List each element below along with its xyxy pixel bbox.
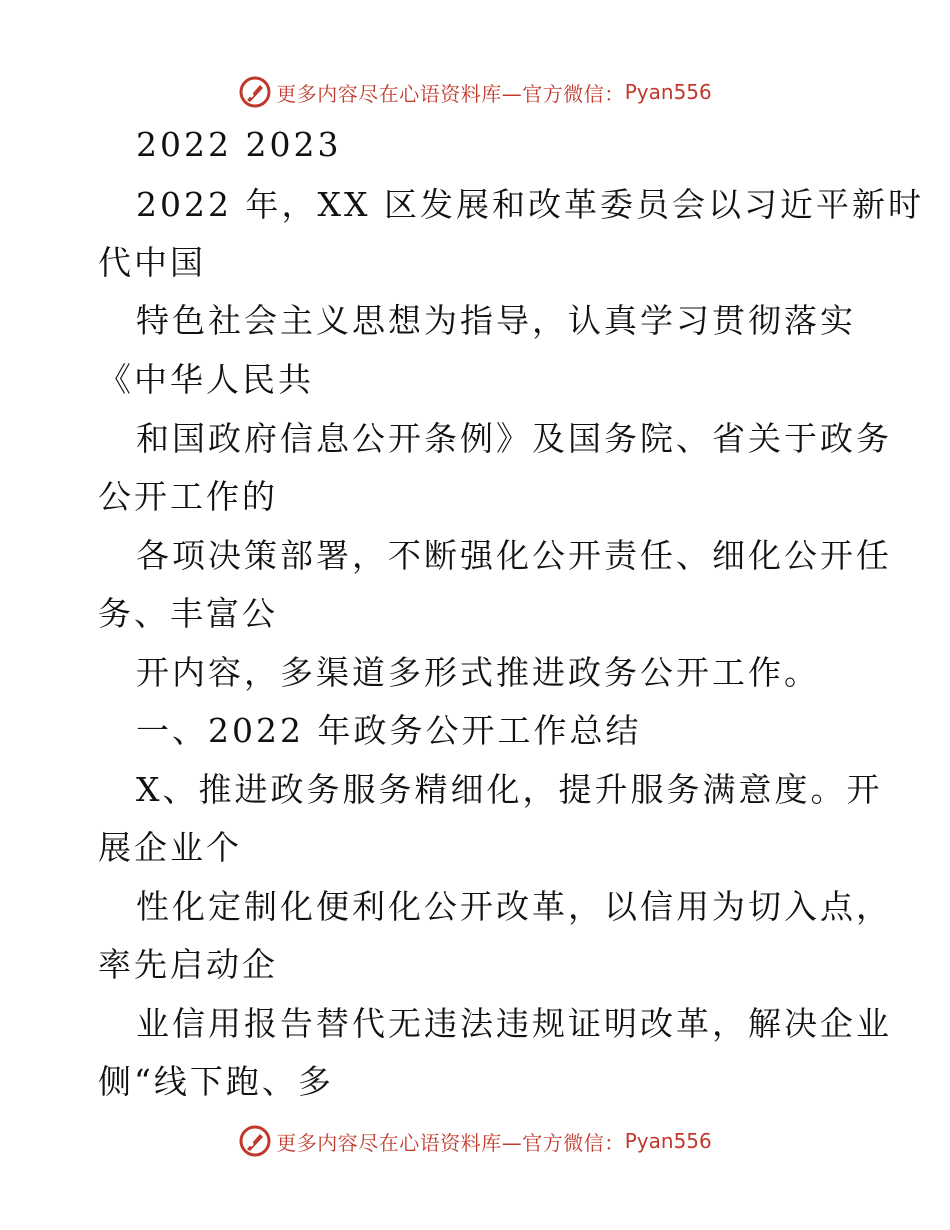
text-line: 2022 2023 — [136, 125, 342, 164]
text-line: 和国政府信息公开条例》及国务院、省关于政务 — [136, 419, 892, 458]
pen-logo-icon — [238, 1124, 272, 1158]
text-line: 务、丰富公 — [98, 594, 278, 633]
watermark-wechat-id: Pyan556 — [624, 1129, 712, 1153]
text-line: 业信用报告替代无违法违规证明改革，解决企业 — [136, 1004, 892, 1043]
watermark-text: 更多内容尽在心语资料库—官方微信： — [276, 1130, 625, 1155]
header-watermark — [0, 72, 950, 112]
text-line: 代中国 — [98, 243, 206, 282]
text-line: 性化定制化便利化公开改革，以信用为切入点， — [136, 887, 892, 926]
pen-logo-icon — [238, 75, 272, 109]
text-line: 侧“线下跑、多 — [98, 1062, 334, 1101]
section-heading: 一、2022 年政务公开工作总结 — [136, 711, 642, 750]
watermark-text: 更多内容尽在心语资料库—官方微信： — [276, 81, 625, 106]
text-line: 率先启动企 — [98, 945, 278, 984]
footer-watermark — [0, 1121, 950, 1161]
text-line: 《中华人民共 — [98, 360, 314, 399]
text-line: 开内容，多渠道多形式推进政务公开工作。 — [136, 653, 820, 692]
text-line: 特色社会主义思想为指导，认真学习贯彻落实 — [136, 301, 856, 340]
text-line: 2022 年，XX 区发展和改革委员会以习近平新时 — [136, 185, 924, 224]
text-line: 公开工作的 — [98, 477, 278, 516]
watermark-wechat-id: Pyan556 — [624, 80, 712, 104]
text-line: X、推进政务服务精细化，提升服务满意度。开 — [136, 770, 883, 809]
text-line: 各项决策部署，不断强化公开责任、细化公开任 — [136, 536, 892, 575]
text-line: 展企业个 — [98, 828, 242, 867]
